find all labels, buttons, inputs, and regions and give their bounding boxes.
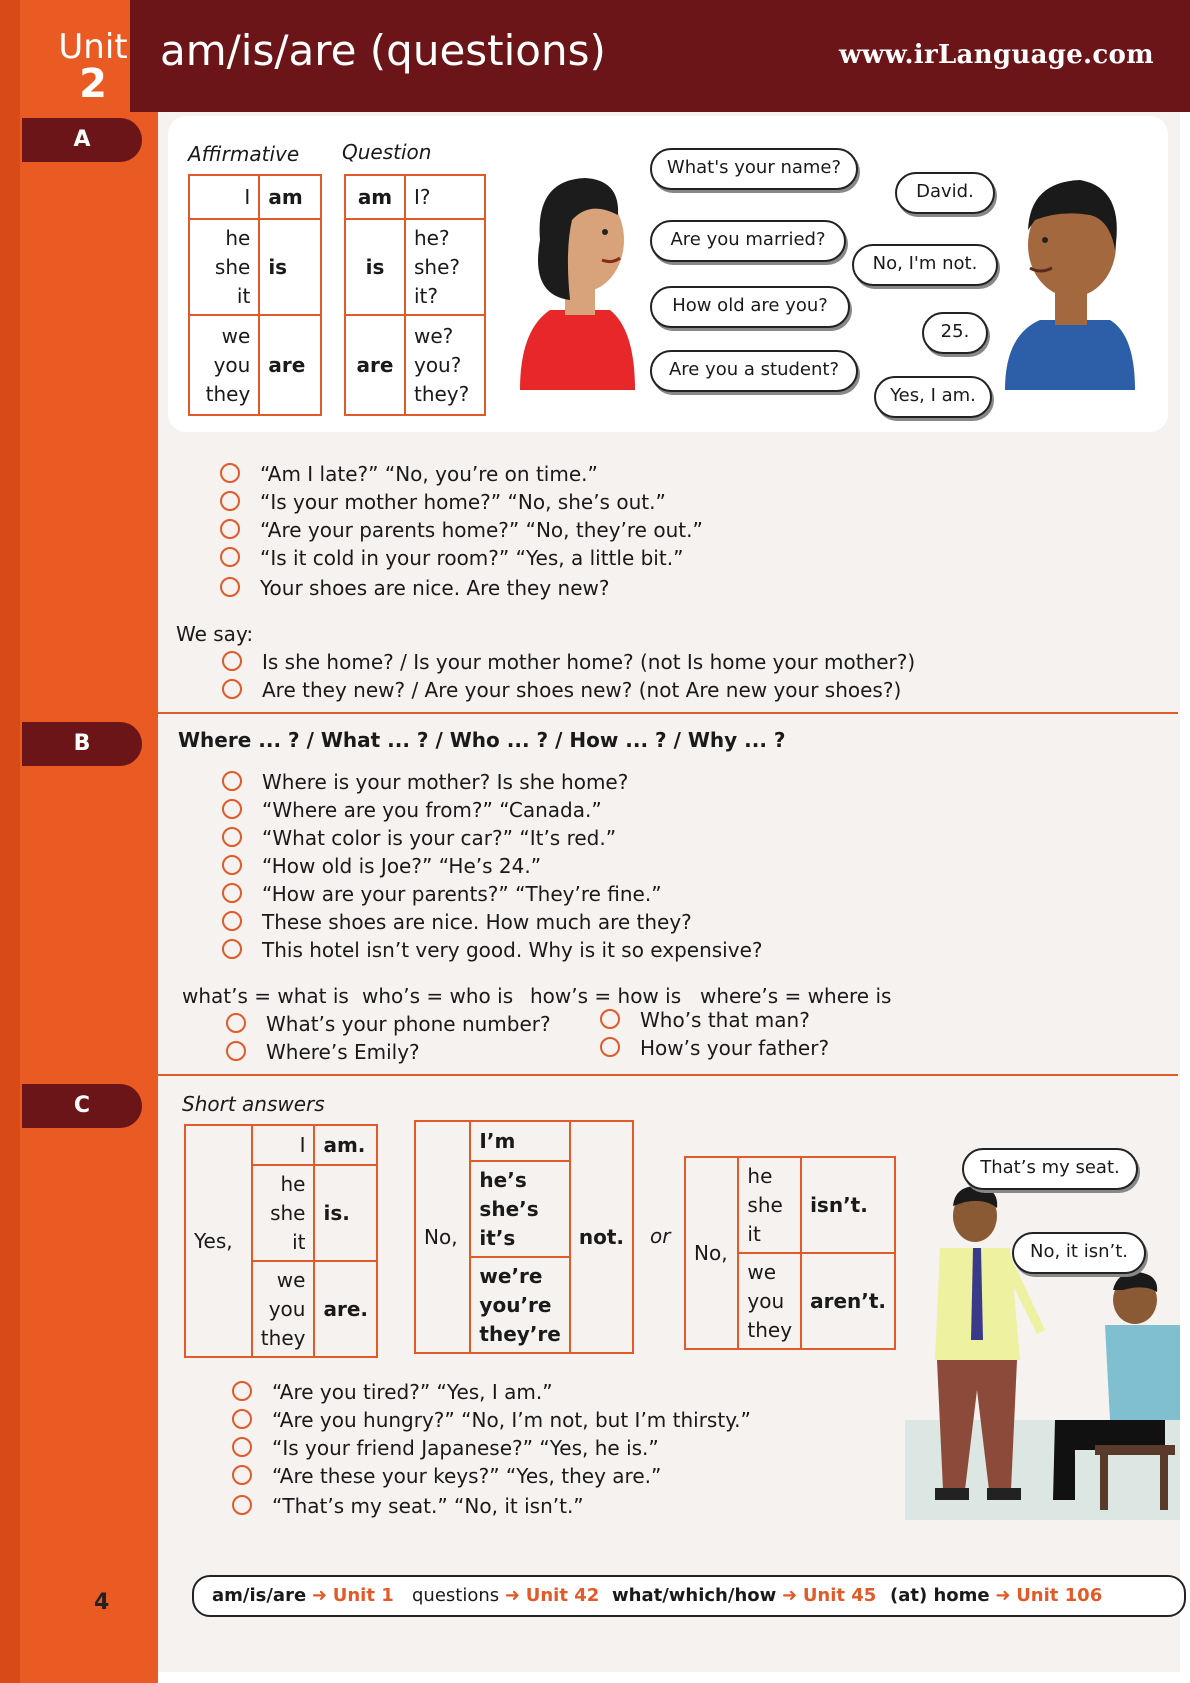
que-pronoun: we? you? they? [405,315,485,415]
example-text: Are they new? / Are your shoes new? (not Are new your shoes?) [262,678,902,702]
example-line [222,910,692,934]
checkbox-circle[interactable] [222,799,242,819]
bubble-text: No, it isn’t. [1030,1241,1128,1262]
shoe [987,1488,1021,1500]
example-text: “Am I late?” “No, you’re on time.” [260,462,598,486]
checkbox-circle[interactable] [232,1409,252,1429]
example-line [222,678,901,702]
example-text: “How are your parents?” “They’re fine.” [262,882,662,906]
short-answer-negative-table [684,1156,896,1350]
xref-item[interactable] [612,1577,876,1615]
bubble-text: What's your name? [666,157,842,178]
xref-unit: Unit 106 [1016,1585,1103,1606]
contraction: he’s she’s it’s [470,1161,569,1257]
que-pronoun: I? [405,175,485,219]
example-line [226,1040,420,1064]
woman-shirt [520,310,635,390]
question-label: Question [342,140,432,164]
bubble-text: That’s my seat. [980,1157,1120,1178]
short-answer-yes-table [184,1124,378,1358]
example-text: “Are your parents home?” “No, they’re out.” [260,518,703,542]
checkbox-circle[interactable] [222,911,242,931]
example-text: “What color is your car?” “It’s red.” [262,826,617,850]
example-line [222,882,662,906]
que-verb: is [345,219,405,315]
we-say-label: We say: [176,622,254,646]
section-tab-b: B [22,722,142,766]
checkbox-circle[interactable] [232,1465,252,1485]
chair-leg [1100,1455,1108,1510]
section-divider [158,712,1178,714]
example-line [600,1008,810,1032]
woman-illustration [510,160,640,390]
example-text: This hotel isn’t very good. Why is it so expensive? [262,938,763,962]
xref-topic: (at) home [890,1585,990,1606]
example-line [232,1408,751,1432]
example-text: Where is your mother? Is she home? [262,770,629,794]
speech-bubble [650,220,846,262]
not-label: not. [570,1121,633,1353]
arrow-right-icon: ➜ [311,1585,327,1606]
pronoun: he she it [738,1157,801,1253]
aff-verb: is [259,219,321,315]
example-line [222,938,763,962]
chair-seat [1095,1445,1175,1455]
xref-item[interactable] [890,1577,1102,1615]
example-line [600,1036,829,1060]
verb: am. [314,1125,377,1165]
example-text: “Where are you from?” “Canada.” [262,798,602,822]
example-line [232,1464,661,1488]
yes-label: Yes, [185,1125,252,1357]
question-table [344,174,486,416]
contraction: who’s = who is [362,984,514,1008]
example-line [232,1380,553,1404]
affirmative-label: Affirmative [188,142,300,166]
speech-bubble [895,172,995,214]
bubble-text: No, I'm not. [872,253,978,274]
example-line [222,798,602,822]
bubble-text: Are you married? [670,229,826,250]
checkbox-circle[interactable] [222,679,242,699]
xref-unit: Unit 1 [332,1585,394,1606]
example-text: “That’s my seat.” “No, it isn’t.” [272,1494,584,1518]
speech-bubble [874,376,992,418]
pronoun: we you they [252,1261,315,1357]
contraction: I’m [470,1121,569,1161]
bubble-text: David. [916,181,974,202]
contraction: how’s = how is [530,984,682,1008]
checkbox-circle[interactable] [220,463,240,483]
example-line [222,770,628,794]
aff-pronoun: we you they [189,315,259,415]
example-text: “How old is Joe?” “He’s 24.” [262,854,542,878]
speech-bubble [650,286,850,328]
checkbox-circle[interactable] [222,939,242,959]
cross-reference-bar [192,1575,1186,1617]
xref-topic: am/is/are [212,1585,307,1606]
que-verb: am [345,175,405,219]
example-text: Who’s that man? [640,1008,810,1032]
example-line [220,462,598,486]
unit-label [52,27,134,107]
verb: aren’t. [801,1253,895,1349]
verb: are. [314,1261,377,1357]
verb: is. [314,1165,377,1261]
example-text: “Are you hungry?” “No, I’m not, but I’m thirsty.” [272,1408,751,1432]
example-text: These shoes are nice. How much are they? [262,910,692,934]
section-divider [158,1074,1178,1076]
affirmative-table [188,174,322,416]
example-line [232,1494,584,1518]
xref-item[interactable] [412,1577,599,1615]
man-eye [1042,237,1048,243]
no-label: No, [415,1121,470,1353]
woman-eye [602,229,608,235]
checkbox-circle[interactable] [220,491,240,511]
bubble-text: How old are you? [672,295,828,316]
example-text: How’s your father? [640,1036,830,1060]
checkbox-circle[interactable] [600,1009,620,1029]
example-text: What’s your phone number? [266,1012,551,1036]
example-text: Where’s Emily? [266,1040,420,1064]
pronoun: he she it [252,1165,315,1261]
que-pronoun: he? she? it? [405,219,485,315]
example-line [222,854,541,878]
unit-word: Unit [58,27,128,67]
site-url: www.irLanguage.com [839,40,1154,70]
bubble-text: 25. [940,321,970,342]
xref-unit: Unit 45 [802,1585,877,1606]
speech-bubble [650,148,858,190]
checkbox-circle[interactable] [220,547,240,567]
man-shirt [1005,320,1135,390]
example-line [226,1012,551,1036]
seated-man-shirt [1105,1325,1180,1420]
example-line [220,490,666,514]
example-text: “Is your mother home?” “No, she’s out.” [260,490,666,514]
checkbox-circle[interactable] [600,1037,620,1057]
aff-pronoun: I [189,175,259,219]
example-text: “Are you tired?” “Yes, I am.” [272,1380,553,1404]
section-b-heading: Where ... ? / What ... ? / Who ... ? / How ... ? / Why ... ? [178,728,786,752]
example-text: “Are these your keys?” “Yes, they are.” [272,1464,662,1488]
standing-man-tie [971,1248,983,1340]
aff-pronoun: he she it [189,219,259,315]
checkbox-circle[interactable] [222,771,242,791]
checkbox-circle[interactable] [232,1381,252,1401]
checkbox-circle[interactable] [232,1495,252,1515]
example-line [222,826,616,850]
unit-number: 2 [79,61,107,107]
page-title: am/is/are (questions) [160,26,606,75]
pronoun: I [252,1125,315,1165]
checkbox-circle[interactable] [226,1041,246,1061]
speech-bubble [962,1148,1138,1190]
example-text: Is she home? / Is your mother home? (not Is home your mother?) [262,650,916,674]
xref-topic: questions [412,1585,500,1606]
checkbox-circle[interactable] [232,1437,252,1457]
checkbox-circle[interactable] [222,651,242,671]
aff-verb: are [259,315,321,415]
contraction: where’s = where is [700,984,892,1008]
man-illustration [1000,160,1140,390]
sidebar-band [0,0,158,1683]
checkbox-circle[interactable] [222,883,242,903]
example-text: Your shoes are nice. Are they new? [260,576,610,600]
example-line [220,576,610,600]
example-line [220,518,703,542]
section-tab-c: C [22,1084,142,1128]
speech-bubble [852,244,998,286]
verb: isn’t. [801,1157,895,1253]
example-text: “Is it cold in your room?” “Yes, a little bit.” [260,546,684,570]
checkbox-circle[interactable] [226,1013,246,1033]
example-line [232,1436,659,1460]
checkbox-circle[interactable] [220,577,240,597]
example-line [220,546,683,570]
checkbox-circle[interactable] [220,519,240,539]
checkbox-circle[interactable] [222,827,242,847]
arrow-right-icon: ➜ [995,1585,1011,1606]
pronoun: we you they [738,1253,801,1349]
xref-item[interactable] [212,1577,394,1615]
bubble-text: Yes, I am. [890,385,976,406]
xref-topic: what/which/how [612,1585,777,1606]
or-label: or [650,1224,671,1248]
arrow-right-icon: ➜ [781,1585,798,1606]
no-label: No, [685,1157,738,1349]
section-c-heading: Short answers [182,1092,325,1116]
example-text: “Is your friend Japanese?” “Yes, he is.” [272,1436,659,1460]
contraction: we’re you’re they’re [470,1257,569,1353]
speech-bubble [650,350,858,392]
speech-bubble [1012,1232,1146,1274]
aff-verb: am [259,175,321,219]
shoe [935,1488,969,1500]
sidebar-edge [0,0,20,1683]
bubble-text: Are you a student? [668,359,840,380]
arrow-right-icon: ➜ [504,1585,520,1606]
xref-unit: Unit 42 [525,1585,600,1606]
que-verb: are [345,315,405,415]
chair-leg [1160,1455,1168,1510]
short-answer-no-table [414,1120,634,1354]
contraction: what’s = what is [182,984,349,1008]
checkbox-circle[interactable] [222,855,242,875]
example-line [222,650,915,674]
speech-bubble [922,312,988,354]
section-tab-a: A [22,118,142,162]
page-number: 4 [94,1590,110,1615]
